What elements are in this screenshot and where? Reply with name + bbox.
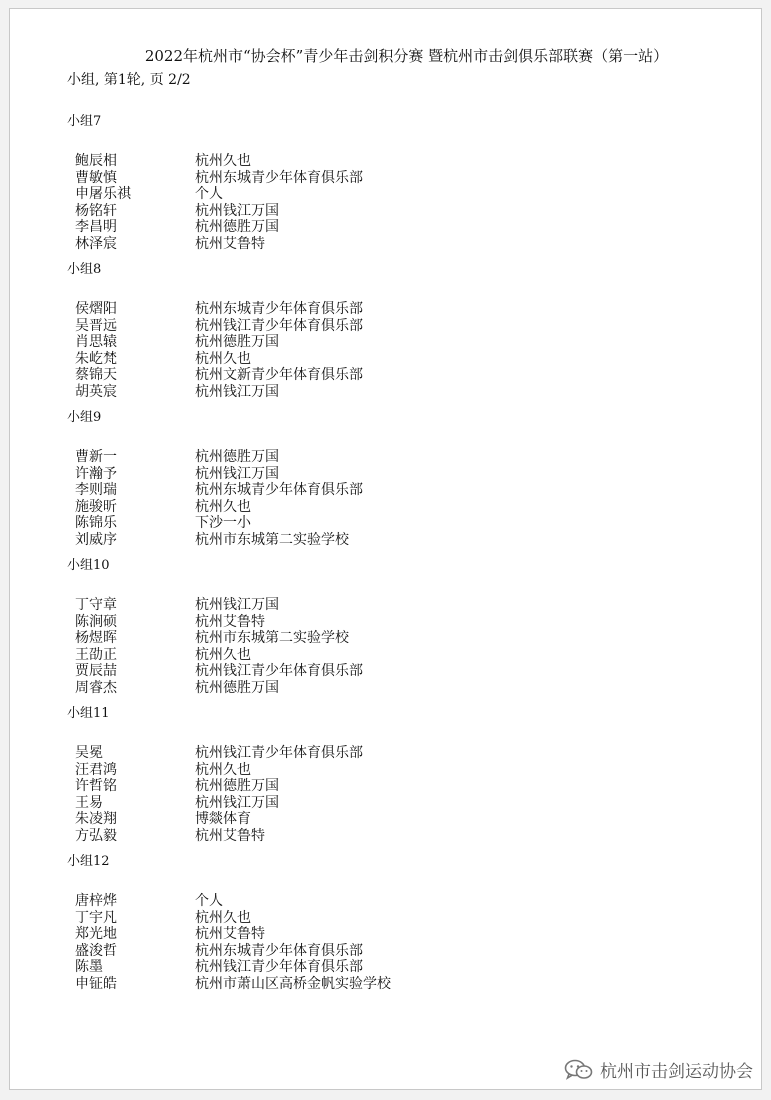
fencer-row [67,170,747,187]
fencer-club: 杭州钱江青少年体育俱乐部 [195,745,363,761]
fencer-name: 吴晋远 [75,317,117,334]
pool-group-title: 小组8 [67,262,102,277]
fencer-row [67,384,747,401]
fencer-row [67,367,747,384]
fencer-list [67,301,747,400]
fencer-name: 方弘毅 [75,827,117,844]
fencer-club: 杭州艾鲁特 [195,613,265,630]
pool-group-title: 小组9 [67,410,102,425]
fencer-club: 杭州钱江万国 [195,794,279,811]
fencer-name: 贾辰喆 [75,663,117,679]
fencer-club: 杭州久也 [195,498,251,515]
fencer-row [67,449,747,466]
fencer-name: 吴冕 [75,745,103,761]
fencer-club: 杭州市东城第二实验学校 [195,630,349,646]
pool-group [67,853,747,1001]
fencer-row [67,203,747,220]
fencer-name: 郑光地 [75,926,117,942]
fencer-club: 杭州钱江青少年体育俱乐部 [195,663,363,679]
fencer-club: 杭州德胜万国 [195,334,279,350]
fencer-name: 申钲皓 [75,975,117,992]
fencer-name: 王易 [75,794,103,811]
fencer-club: 杭州久也 [195,761,251,778]
fencer-club: 杭州市东城第二实验学校 [195,531,349,548]
fencer-row [67,186,747,203]
fencer-row [67,301,747,318]
fencer-row [67,828,747,845]
fencer-name: 陈涧硕 [75,613,117,630]
fencer-row [67,153,747,170]
fencer-name: 林泽宸 [75,235,117,252]
fencer-row [67,943,747,960]
fencer-row [67,778,747,795]
fencer-name: 陈墨 [75,959,103,975]
fencer-name: 陈锦乐 [75,515,117,531]
fencer-name: 杨铭轩 [75,202,117,219]
fencer-row [67,515,747,532]
fencer-name: 曹新一 [75,449,117,465]
fencer-name: 蔡锦天 [75,367,117,383]
fencer-name: 朱屹梵 [75,350,117,367]
pool-group [67,557,747,705]
fencer-club: 杭州久也 [195,350,251,367]
fencer-row [67,219,747,236]
fencer-club: 杭州久也 [195,909,251,926]
fencer-row [67,647,747,664]
pool-group-title: 小组12 [67,854,110,869]
fencer-name: 曹敏慎 [75,169,117,186]
pool-group [67,113,747,261]
fencer-club: 杭州德胜万国 [195,679,279,696]
fencer-row [67,334,747,351]
fencer-club: 个人 [195,186,223,202]
fencer-club: 博燚体育 [195,811,251,827]
fencer-club: 杭州艾鲁特 [195,827,265,844]
fencer-name: 许瀚予 [75,465,117,482]
fencer-club: 杭州钱江青少年体育俱乐部 [195,959,363,975]
pool-group [67,409,747,557]
fencer-name: 唐梓烨 [75,893,117,909]
fencer-club: 杭州东城青少年体育俱乐部 [195,942,363,959]
fencer-club: 杭州东城青少年体育俱乐部 [195,301,363,317]
fencer-row [67,926,747,943]
fencer-row [67,482,747,499]
fencer-name: 李昌明 [75,219,117,235]
fencer-club: 杭州东城青少年体育俱乐部 [195,169,363,186]
fencer-row [67,499,747,516]
fencer-club: 杭州久也 [195,153,251,169]
fencer-club: 杭州钱江万国 [195,383,279,400]
fencer-name: 胡英宸 [75,383,117,400]
fencer-name: 申屠乐祺 [75,186,131,202]
document-title: 2022年杭州市“协会杯”青少年击剑积分赛 暨杭州市击剑俱乐部联赛（第一站） [144,47,669,65]
fencer-name: 许哲铭 [75,778,117,794]
fencer-row [67,466,747,483]
fencer-list [67,745,747,844]
wechat-icon [564,1059,594,1081]
fencer-row [67,614,747,631]
fencer-club: 下沙一小 [195,515,251,531]
fencer-row [67,976,747,993]
fencer-row [67,959,747,976]
fencer-name: 盛浚哲 [75,942,117,959]
group-list [67,113,747,1001]
fencer-club: 杭州东城青少年体育俱乐部 [195,482,363,498]
fencer-list [67,449,747,548]
fencer-name: 汪君鸿 [75,761,117,778]
fencer-row [67,795,747,812]
fencer-row [67,893,747,910]
fencer-list [67,153,747,252]
fencer-name: 侯熠阳 [75,301,117,317]
fencer-name: 周睿杰 [75,679,117,696]
document-subtitle: 小组, 第1轮, 页 2/2 [67,72,191,88]
fencer-name: 刘威序 [75,531,117,548]
fencer-club: 杭州德胜万国 [195,449,279,465]
fencer-name: 丁宇凡 [75,909,117,926]
fencer-name: 施骏昕 [75,498,117,515]
fencer-club: 杭州艾鲁特 [195,926,265,942]
pool-group [67,261,747,409]
fencer-list [67,597,747,696]
document-page [9,8,762,1090]
watermark-text: 杭州市击剑运动协会 [600,1062,753,1082]
fencer-row [67,318,747,335]
fencer-row [67,811,747,828]
fencer-club: 杭州钱江万国 [195,597,279,613]
pool-group-title: 小组7 [67,114,102,129]
fencer-row [67,762,747,779]
watermark [564,1057,753,1082]
fencer-row [67,351,747,368]
fencer-club: 杭州德胜万国 [195,778,279,794]
fencer-club: 杭州文新青少年体育俱乐部 [195,367,363,383]
pool-group-title: 小组10 [67,558,110,573]
fencer-name: 朱凌翔 [75,811,117,827]
fencer-club: 个人 [195,893,223,909]
fencer-row [67,532,747,549]
fencer-row [67,236,747,253]
fencer-club: 杭州艾鲁特 [195,235,265,252]
fencer-club: 杭州钱江万国 [195,202,279,219]
fencer-row [67,630,747,647]
fencer-club: 杭州钱江青少年体育俱乐部 [195,317,363,334]
fencer-name: 鲍辰相 [75,153,117,169]
fencer-name: 肖思辕 [75,334,117,350]
fencer-club: 杭州久也 [195,646,251,663]
fencer-name: 李则瑞 [75,482,117,498]
fencer-club: 杭州市萧山区高桥金帆实验学校 [195,975,391,992]
fencer-row [67,680,747,697]
fencer-club: 杭州德胜万国 [195,219,279,235]
pool-group-title: 小组11 [67,706,110,721]
fencer-row [67,597,747,614]
fencer-name: 丁守章 [75,597,117,613]
fencer-row [67,910,747,927]
fencer-club: 杭州钱江万国 [195,465,279,482]
pool-group [67,705,747,853]
fencer-name: 王劭正 [75,646,117,663]
fencer-row [67,745,747,762]
fencer-name: 杨煜晖 [75,630,117,646]
fencer-list [67,893,747,992]
fencer-row [67,663,747,680]
